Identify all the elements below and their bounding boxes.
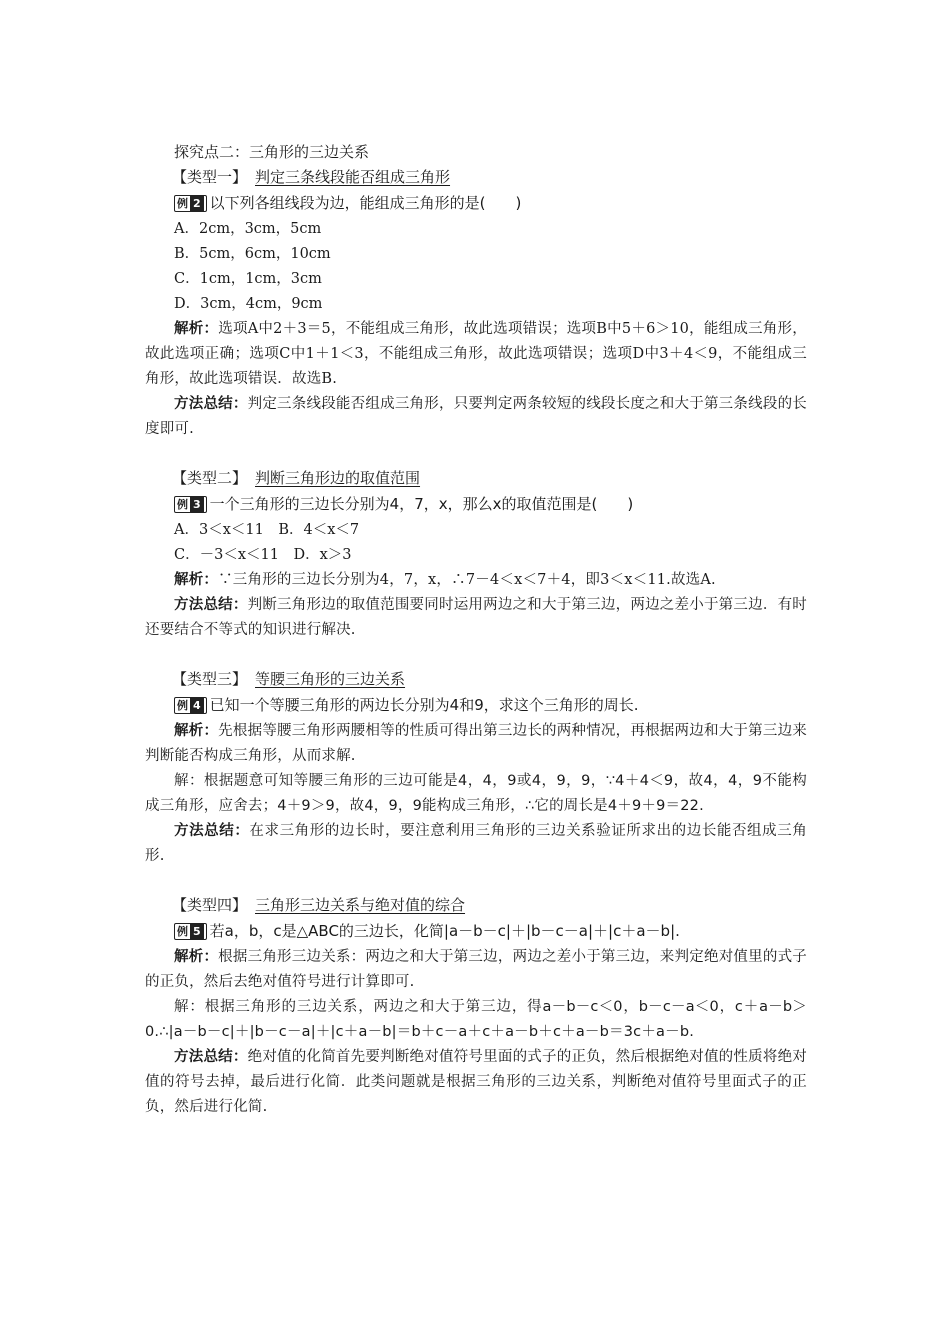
- option-row-ab: A．3＜x＜11 B．4＜x＜7: [174, 522, 360, 538]
- analysis-text: ∵三角形的三边长分别为4，7，x，∴7－4＜x＜7＋4，即3＜x＜11.故选A.: [218, 572, 716, 588]
- example-badge: [174, 195, 207, 212]
- solution-paragraph: [145, 995, 807, 1045]
- example-number: 3: [190, 497, 204, 512]
- example-number: 4: [190, 698, 204, 713]
- type-heading: [143, 893, 807, 919]
- summary-text: 绝对值的化简首先要判断绝对值符号里面的式子的正负，然后根据绝对值的性质将绝对值的符号去掉，最后进行化简．此类问题就是根据三角形的三边关系，判断绝对值符号里面式子的正负，然后进行化简.: [145, 1049, 807, 1115]
- type-tag: 【类型二】: [172, 469, 248, 487]
- summary-label: 方法总结：: [174, 1049, 248, 1065]
- option-row-cd: C．－3＜x＜11 D．x＞3: [174, 547, 352, 563]
- summary-text: 判断三角形边的取值范围要同时运用两边之和大于第三边，两边之差小于第三边．有时还要结合不等式的知识进行解决.: [145, 597, 807, 638]
- option-a: A．2cm，3cm，5cm: [174, 221, 322, 237]
- summary-paragraph: [145, 1045, 807, 1120]
- solution-paragraph: [145, 769, 807, 819]
- summary-label: 方法总结：: [174, 597, 248, 613]
- question-text: 若a，b，c是△ABC的三边长，化简|a－b－c|＋|b－c－a|＋|c＋a－b|.: [209, 922, 680, 940]
- question-text: 一个三角形的三边长分别为4，7，x，那么x的取值范围是( ): [209, 495, 634, 513]
- example-word: 例: [177, 498, 188, 511]
- analysis-label: 解析：: [174, 723, 219, 739]
- spacer: [145, 643, 807, 667]
- analysis-paragraph: [145, 719, 807, 769]
- example-word: 例: [177, 699, 188, 712]
- analysis-text: 先根据等腰三角形两腰相等的性质可得出第三边长的两种情况，再根据两边和大于第三边来判断能否构成三角形，从而求解.: [145, 723, 807, 764]
- type-tag: 【类型三】: [172, 670, 248, 688]
- type-tag: 【类型一】: [172, 168, 248, 186]
- example-number: 5: [190, 924, 204, 939]
- analysis-label: 解析：: [174, 321, 219, 337]
- example-word: 例: [177, 925, 188, 938]
- example-word: 例: [177, 197, 188, 210]
- type-tag: 【类型四】: [172, 896, 248, 914]
- type-heading: [143, 466, 807, 492]
- spacer: [145, 442, 807, 466]
- solution-text: 根据三角形的三边关系，两边之和大于第三边，得a－b－c＜0，b－c－a＜0，c＋a－b＞0.∴|a－b－c|＋|b－c－a|＋|c＋a－b|＝b＋c－a＋c＋a－b＋c＋a－b＝3c＋a－b.: [145, 999, 807, 1040]
- summary-text: 判定三条线段能否组成三角形，只要判定两条较短的线段长度之和大于第三条线段的长度即可.: [145, 396, 807, 437]
- summary-paragraph: [145, 593, 807, 643]
- type-heading: [143, 667, 807, 693]
- type-heading: [143, 165, 807, 191]
- analysis-paragraph: [145, 945, 807, 995]
- option-d: D．3cm，4cm，9cm: [174, 296, 323, 312]
- analysis-label: 解析：: [174, 949, 219, 965]
- summary-text: 在求三角形的边长时，要注意利用三角形的三边关系验证所求出的边长能否组成三角形.: [145, 823, 807, 864]
- type-title: 三角形三边关系与绝对值的综合: [255, 896, 466, 914]
- type-title: 判断三角形边的取值范围: [255, 469, 421, 487]
- analysis-paragraph: [145, 568, 807, 593]
- example-number: 2: [190, 196, 204, 211]
- summary-label: 方法总结：: [174, 823, 250, 839]
- example-question: [145, 492, 807, 518]
- question-text: 以下列各组线段为边，能组成三角形的是( ): [209, 194, 522, 212]
- page-content: [145, 140, 807, 1120]
- option-c: C．1cm，1cm，3cm: [174, 271, 322, 287]
- summary-label: 方法总结：: [174, 396, 248, 412]
- example-badge: [174, 697, 207, 714]
- solution-label: 解：: [174, 999, 205, 1015]
- question-text: 已知一个等腰三角形的两边长分别为4和9，求这个三角形的周长.: [209, 696, 639, 714]
- spacer: [145, 869, 807, 893]
- example-badge: [174, 923, 207, 940]
- example-question: [145, 191, 807, 217]
- type-title: 判定三条线段能否组成三角形: [255, 168, 451, 186]
- type-title: 等腰三角形的三边关系: [255, 670, 406, 688]
- example-badge: [174, 496, 207, 513]
- option-b: B．5cm，6cm，10cm: [174, 246, 331, 262]
- analysis-text: 根据三角形三边关系：两边之和大于第三边，两边之差小于第三边，来判定绝对值里的式子的正负，然后去绝对值符号进行计算即可.: [145, 949, 807, 990]
- analysis-text: 选项A中2＋3＝5，不能组成三角形，故此选项错误；选项B中5＋6＞10，能组成三角形，故此选项正确；选项C中1＋1＜3，不能组成三角形，故此选项错误；选项D中3＋4＜9，不能组成三角形，故此选项错误．故选B.: [145, 321, 807, 387]
- example-question: [145, 693, 807, 719]
- analysis-paragraph: [145, 317, 807, 392]
- summary-paragraph: [145, 392, 807, 442]
- example-question: [145, 919, 807, 945]
- summary-paragraph: [145, 819, 807, 869]
- section-title: 探究点二：三角形的三边关系: [174, 143, 370, 161]
- solution-text: 根据题意可知等腰三角形的三边可能是4，4，9或4，9，9，∵4＋4＜9，故4，4，9不能构成三角形，应舍去；4＋9＞9，故4，9，9能构成三角形，∴它的周长是4＋9＋9＝22.: [145, 773, 807, 814]
- solution-label: 解：: [174, 773, 204, 789]
- analysis-label: 解析：: [174, 572, 219, 588]
